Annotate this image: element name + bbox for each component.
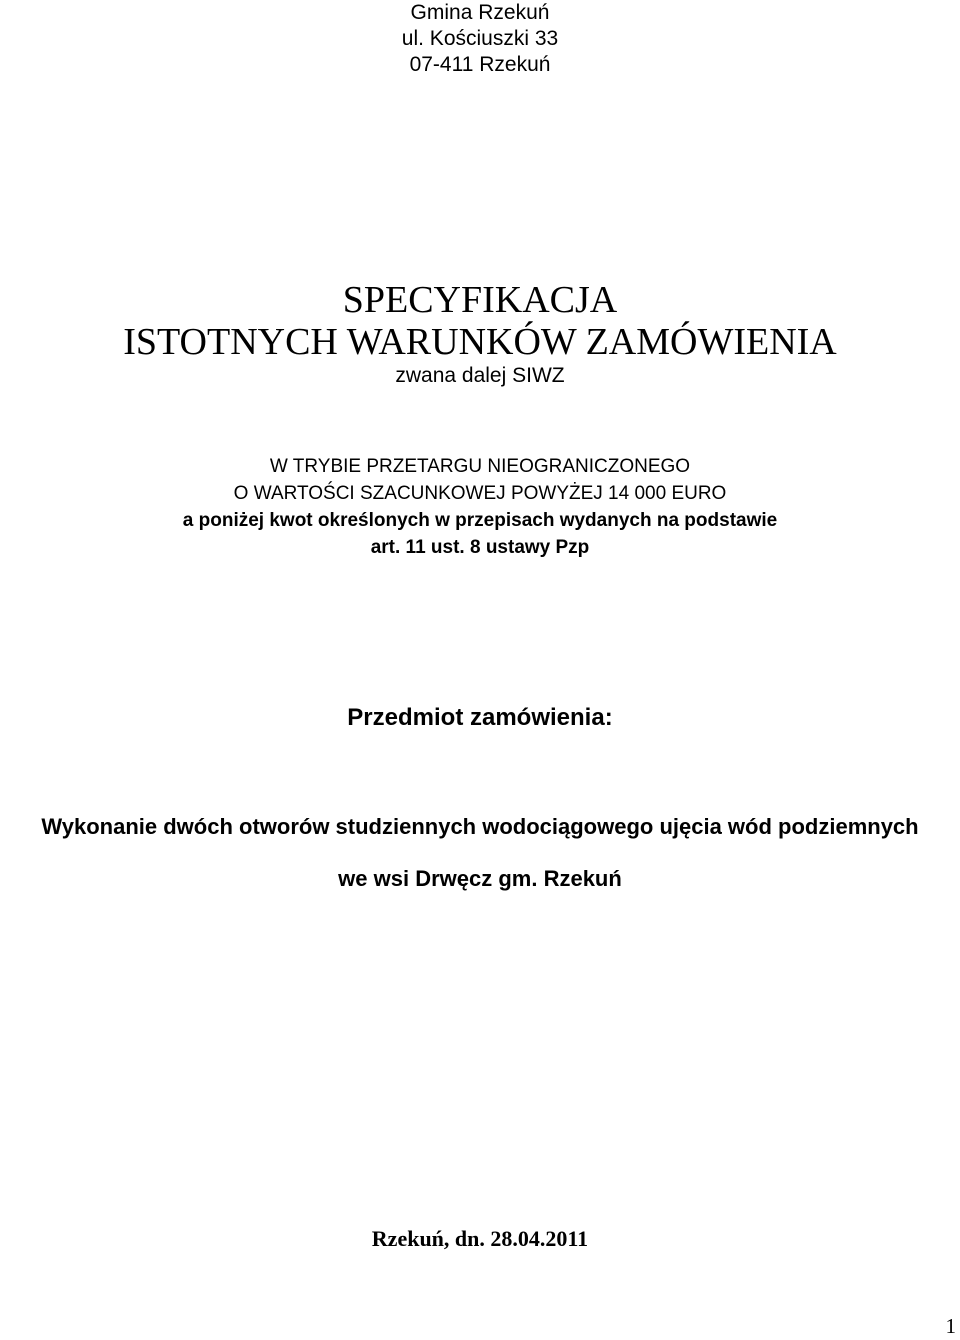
procedure-description [0, 453, 960, 561]
title-line-1: SPECYFIKACJA [342, 279, 618, 321]
title-line-2: ISTOTNYCH WARUNKÓW ZAMÓWIENIA [123, 321, 837, 363]
page-number: 1 [945, 1314, 956, 1338]
subject-line-2: we wsi Drwęcz gm. Rzekuń [338, 866, 622, 891]
place-and-date: Rzekuń, dn. 28.04.2011 [371, 1226, 589, 1251]
procedure-line-2: O WARTOŚCI SZACUNKOWEJ POWYŻEJ 14 000 EURO [233, 483, 727, 504]
procedure-line-4: art. 11 ust. 8 ustawy Pzp [370, 537, 590, 558]
procedure-line-3: a poniżej kwot określonych w przepisach wydanych na podstawie [182, 510, 778, 531]
subject-heading: Przedmiot zamówienia: [347, 704, 613, 731]
issuer-street: ul. Kościuszki 33 [401, 27, 559, 50]
issuer-name: Gmina Rzekuń [410, 1, 550, 24]
title-subtitle: zwana dalej SIWZ [395, 364, 565, 387]
procedure-line-1: W TRYBIE PRZETARGU NIEOGRANICZONEGO [269, 456, 691, 477]
document-title [0, 279, 960, 389]
subject-line-1: Wykonanie dwóch otworów studziennych wodociągowego ujęcia wód podziemnych [41, 814, 919, 839]
issuer-postal: 07-411 Rzekuń [409, 53, 551, 76]
subject-description [0, 812, 960, 894]
issuer-address [0, 0, 960, 78]
